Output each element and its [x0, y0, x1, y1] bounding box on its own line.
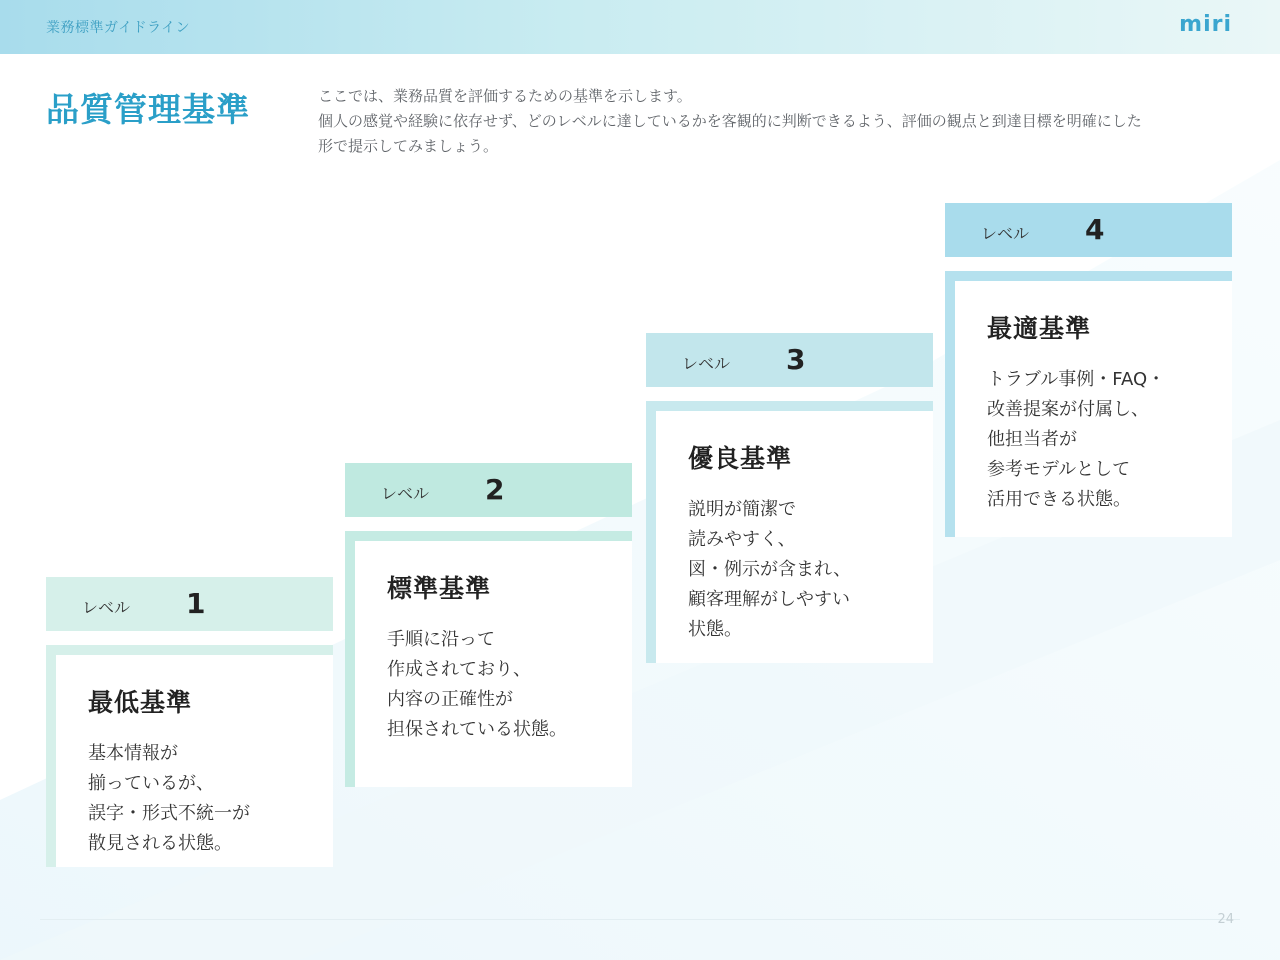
card-line: 読みやすく、	[688, 529, 796, 550]
level-label: レベル	[82, 598, 131, 617]
intro-line: 形で提示してみましょう。	[318, 137, 499, 155]
card-frame	[345, 531, 632, 787]
intro-line: ここでは、業務品質を評価するための基準を示します。	[318, 87, 692, 105]
level-band	[945, 203, 1232, 257]
card-line: 手順に沿って	[387, 629, 495, 650]
card-line: 状態。	[688, 619, 742, 640]
level-2-block	[345, 463, 632, 787]
brand-logo: miri	[1179, 12, 1232, 37]
card-line: 顧客理解がしやすい	[688, 589, 850, 610]
level-number: 1	[186, 587, 206, 620]
level-number: 2	[485, 473, 505, 506]
header-title: 業務標準ガイドライン	[46, 20, 191, 36]
card-line: 図・例示が含まれ、	[688, 559, 852, 580]
card-line: 担保されている状態。	[387, 719, 567, 740]
level-label: レベル	[981, 224, 1030, 243]
card-title: 最適基準	[987, 314, 1092, 343]
card-frame	[46, 645, 333, 867]
level-band	[46, 577, 333, 631]
level-number: 4	[1085, 213, 1105, 246]
level-label: レベル	[682, 354, 731, 373]
card-line: 説明が簡潔で	[688, 499, 796, 520]
card-title: 最低基準	[88, 688, 193, 717]
level-label: レベル	[381, 484, 430, 503]
card-frame	[646, 401, 933, 663]
card-line: 他担当者が	[987, 429, 1077, 450]
footer-divider	[40, 919, 1240, 920]
card-line: 内容の正確性が	[387, 689, 513, 710]
page-title: 品質管理基準	[46, 90, 250, 129]
level-card	[56, 655, 333, 867]
card-line: 活用できる状態。	[987, 489, 1131, 510]
card-line: 基本情報が	[88, 743, 178, 764]
card-line: 改善提案が付属し、	[987, 399, 1149, 420]
card-line: 参考モデルとして	[987, 459, 1131, 480]
card-title: 優良基準	[688, 444, 793, 473]
level-card	[955, 281, 1232, 537]
intro-text	[318, 84, 1248, 159]
level-card	[656, 411, 933, 663]
header-band	[0, 0, 1280, 54]
card-frame	[945, 271, 1232, 537]
card-line: トラブル事例・FAQ・	[987, 369, 1166, 390]
level-4-block	[945, 203, 1232, 537]
page-number: 24	[1217, 912, 1234, 927]
level-card	[355, 541, 632, 787]
intro-line: 個人の感覚や経験に依存せず、どのレベルに達しているかを客観的に判断できるよう、評価の観点と到達目標を明確にした	[318, 112, 1142, 130]
level-band	[646, 333, 933, 387]
card-line: 散見される状態。	[88, 833, 232, 854]
level-3-block	[646, 333, 933, 663]
card-line: 揃っているが、	[88, 773, 214, 794]
level-band	[345, 463, 632, 517]
level-1-block	[46, 577, 333, 867]
card-line: 作成されており、	[387, 659, 531, 680]
card-title: 標準基準	[387, 574, 492, 603]
level-number: 3	[786, 343, 806, 376]
card-line: 誤字・形式不統一が	[88, 803, 250, 824]
